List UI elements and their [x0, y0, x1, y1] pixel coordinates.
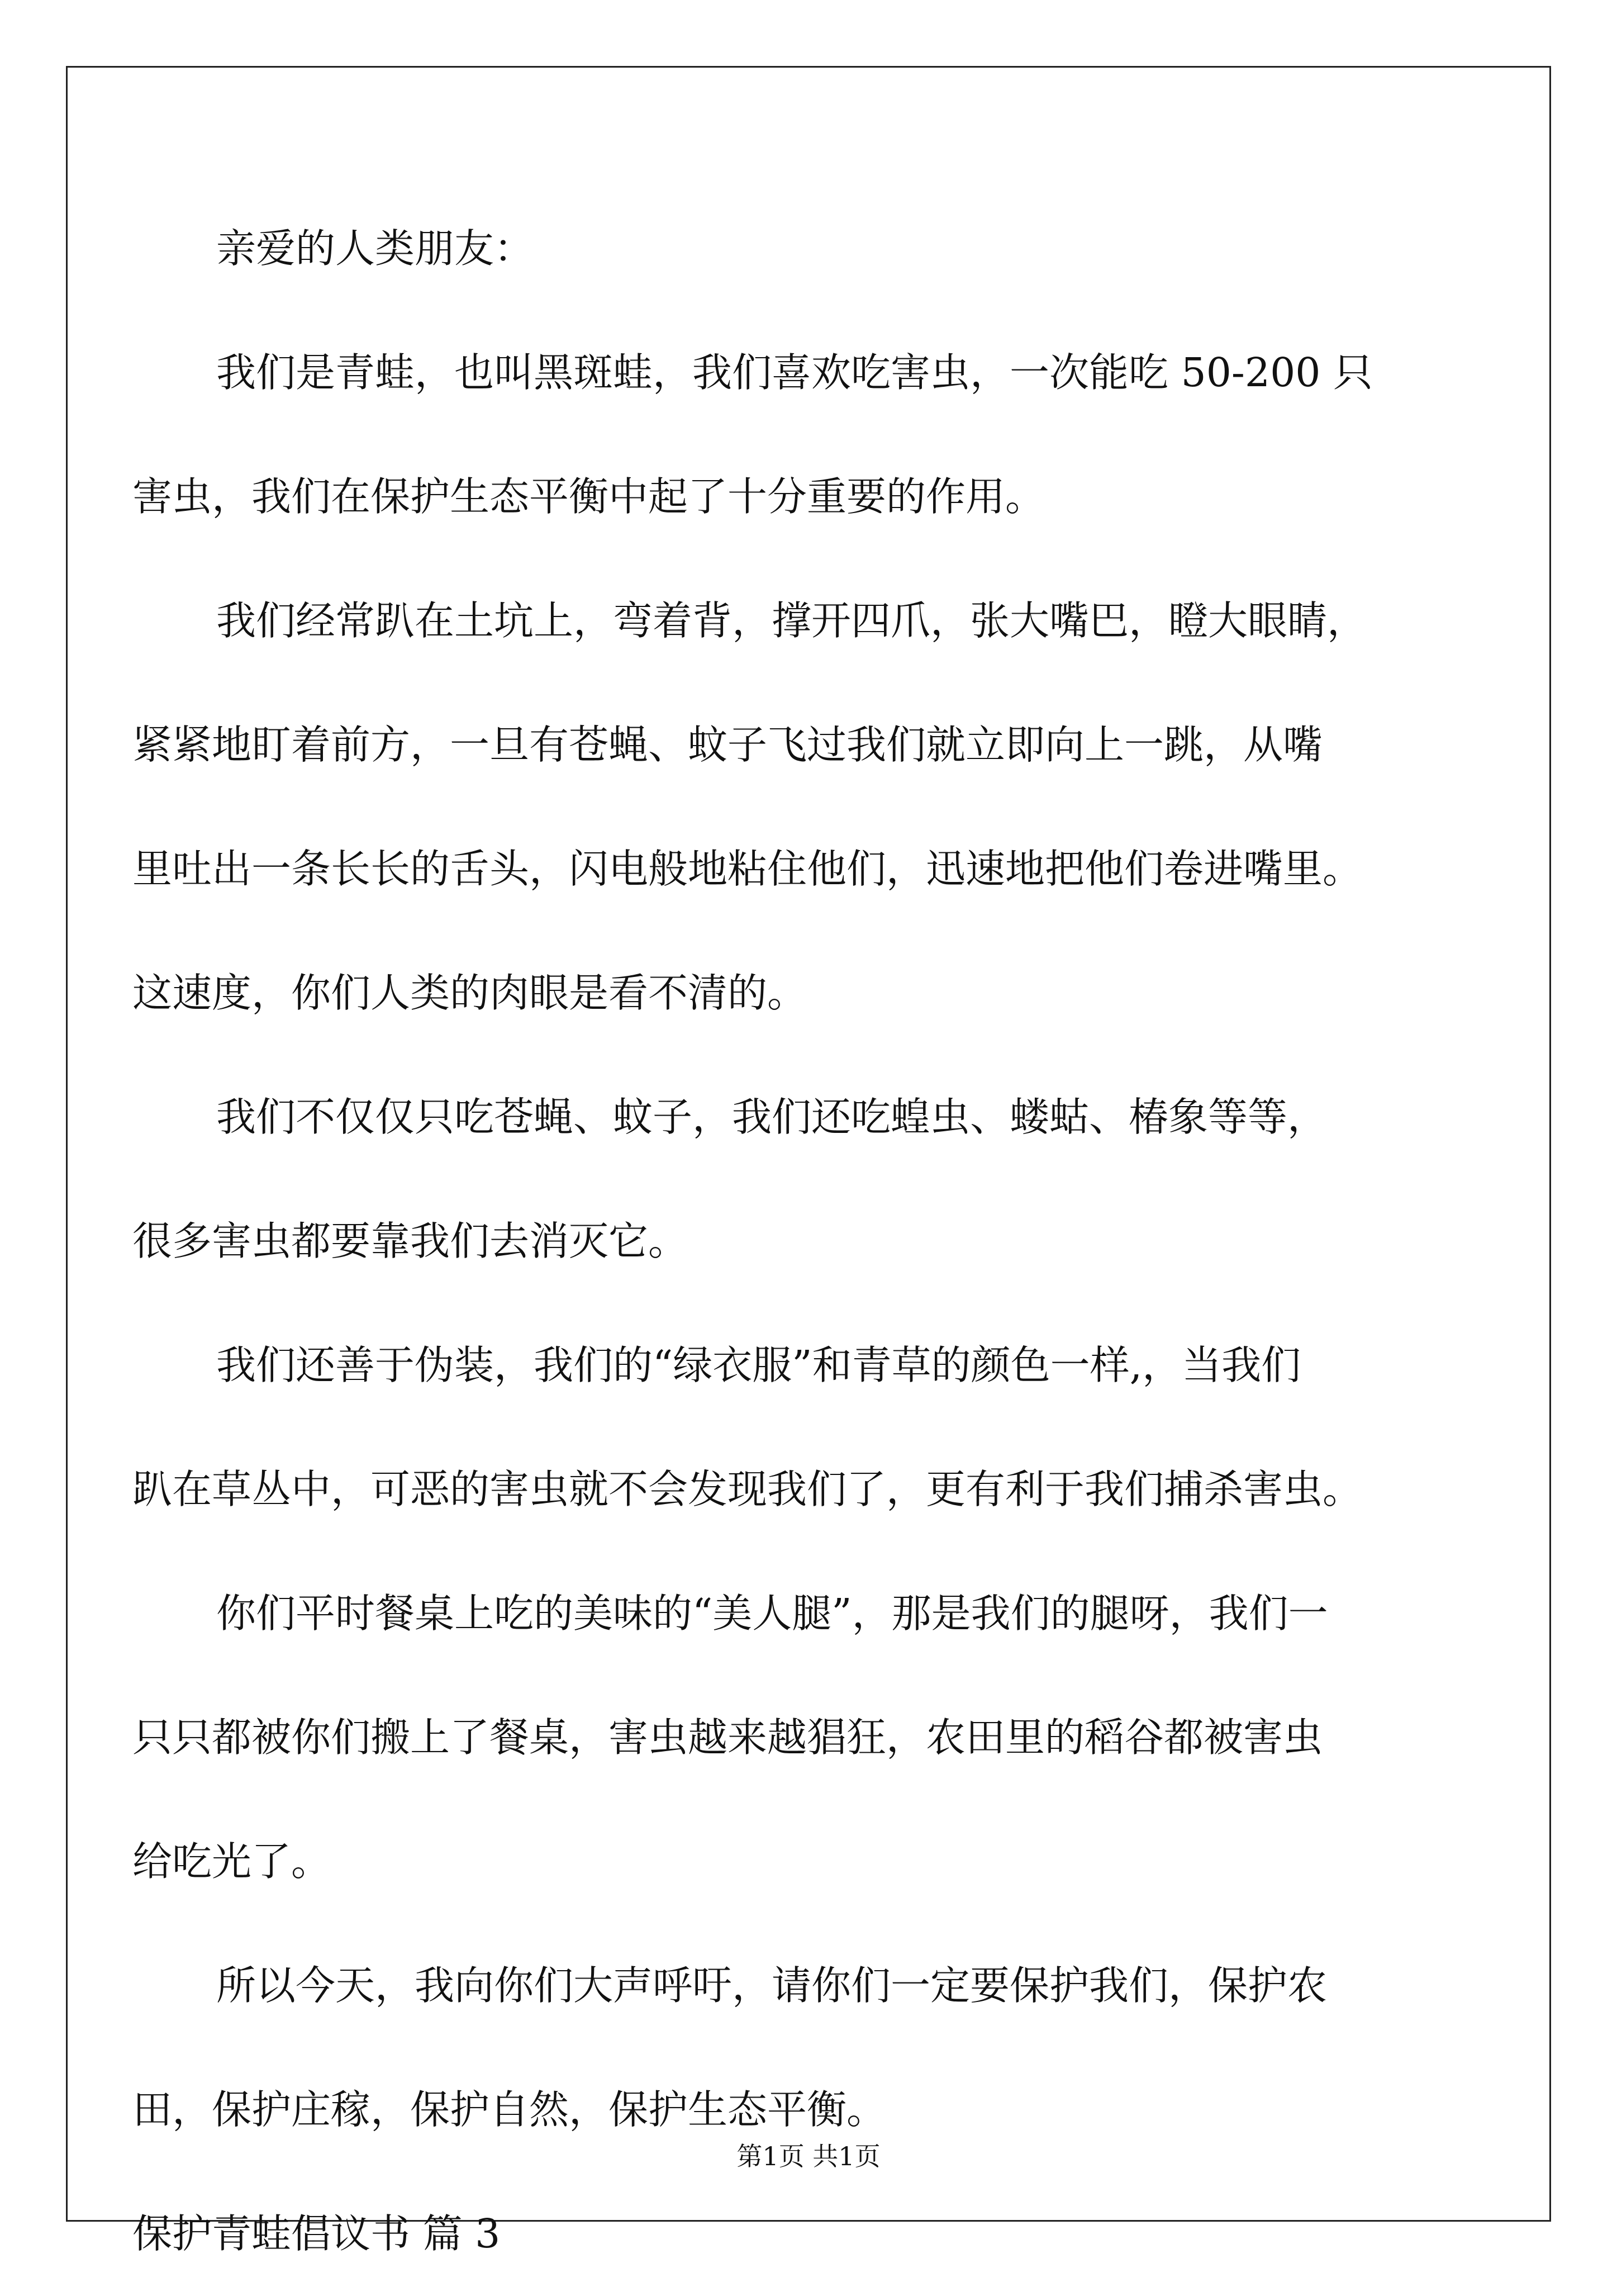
document-body [132, 0, 1540, 2296]
greeting [132, 187, 1540, 311]
text-line: 这速度，你们人类的肉眼是看不清的。 [132, 970, 807, 1016]
text-line: 我们是青蛙，也叫黑斑蛙，我们喜欢吃害虫，一次能吃 50-200 只 [216, 349, 1373, 396]
text-line: 害虫，我们在保护生态平衡中起了十分重要的作用。 [132, 473, 1045, 520]
paragraph-5 [132, 1552, 1540, 1924]
text-line: 保护青蛙倡议书 篇 3 [132, 2210, 501, 2257]
paragraph-6 [132, 1924, 1540, 2172]
paragraph-4 [132, 1303, 1540, 1552]
text-line: 给吃光了。 [132, 1838, 331, 1885]
text-line: 我们不仅仅只吃苍蝇、蚊子，我们还吃蝗虫、蝼蛄、椿象等等， [216, 1094, 1328, 1140]
text-line: 里吐出一条长长的舌头，闪电般地粘住他们，迅速地把他们卷进嘴里。 [132, 846, 1363, 892]
section-heading [132, 2172, 1540, 2296]
paragraph-1 [132, 311, 1540, 559]
text-line: 你们平时餐桌上吃的美味的“美人腿”，那是我们的腿呀，我们一 [216, 1590, 1328, 1636]
paragraph-2 [132, 559, 1540, 1055]
text-line: 所以今天，我向你们大声呼吁，请你们一定要保护我们，保护农 [216, 1962, 1328, 2009]
text-line: 亲爱的人类朋友： [216, 225, 534, 272]
text-line: 紧紧地盯着前方，一旦有苍蝇、蚊子飞过我们就立即向上一跳，从嘴 [132, 722, 1323, 768]
text-line: 田，保护庄稼，保护自然，保护生态平衡。 [132, 2086, 887, 2133]
text-line: 只只都被你们搬上了餐桌，害虫越来越猖狂，农田里的稻谷都被害虫 [132, 1714, 1323, 1761]
text-line: 我们经常趴在土坑上，弯着背，撑开四爪，张大嘴巴，瞪大眼睛， [216, 597, 1367, 644]
paragraph-3 [132, 1055, 1540, 1303]
text-line: 我们还善于伪装，我们的“绿衣服”和青草的颜色一样,，当我们 [216, 1342, 1301, 1388]
text-line: 趴在草丛中，可恶的害虫就不会发现我们了，更有利于我们捕杀害虫。 [132, 1466, 1363, 1512]
page-footer: 第1页 共1页 [736, 2141, 881, 2171]
text-line: 很多害虫都要靠我们去消灭它。 [132, 1218, 688, 1264]
